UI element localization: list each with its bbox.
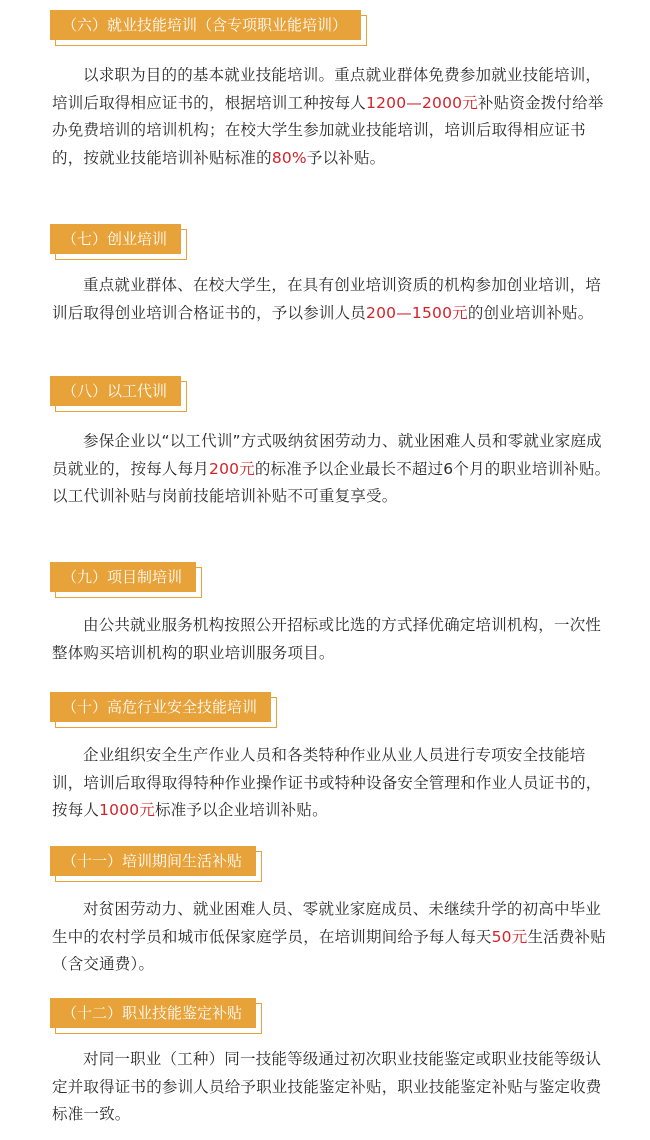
highlight-amount: 50元 (491, 927, 528, 946)
section-paragraph-6 (52, 62, 612, 172)
section-heading-12 (50, 998, 256, 1028)
paragraph-text: 予以补贴。 (306, 148, 386, 167)
heading-label: （十一）培训期间生活补贴 (50, 846, 256, 876)
section-paragraph-11 (52, 896, 612, 979)
section-heading-6 (50, 10, 361, 40)
section-heading-9 (50, 562, 196, 592)
heading-label: （八）以工代训 (50, 376, 181, 406)
paragraph-text: 参保企业以“以工代训”方式吸纳贫困劳动力、就业困难人员和零就业家庭成员就业的，按每人每月 (52, 432, 602, 478)
paragraph-text: 的创业培训补贴。 (467, 303, 594, 322)
heading-label: （六）就业技能培训（含专项职业能培训） (50, 10, 361, 40)
heading-label: （九）项目制培训 (50, 562, 196, 592)
highlight-amount: 200—1500元 (366, 303, 468, 322)
highlight-amount: 80% (271, 148, 307, 167)
paragraph-text: 对贫困劳动力、就业困难人员、零就业家庭成员、未继续升学的初高中毕业生中的农村学员和城市低保家庭学员，在培训期间给予每人每天 (52, 900, 602, 946)
highlight-amount: 1200—2000元 (366, 93, 478, 112)
highlight-amount: 200元 (209, 459, 255, 478)
paragraph-text: 补贴资金拨付给举办免费培训的培训机构；在校大学生参加就业技能培训，培训后取得相应证书的，按就业技能培训补贴标准的 (52, 93, 604, 167)
section-paragraph-8 (52, 428, 612, 511)
section-heading-11 (50, 846, 256, 876)
paragraph-text: 重点就业群体、在校大学生，在具有创业培训资质的机构参加创业培训，培训后取得创业培训合格证书的，予以参训人员 (52, 276, 602, 322)
highlight-amount: 1000元 (99, 801, 156, 819)
section-paragraph-9 (52, 612, 612, 667)
section-paragraph-7 (52, 272, 612, 327)
paragraph-text: 生活费补贴（含交通费）。 (52, 927, 606, 973)
heading-label: （十二）职业技能鉴定补贴 (50, 998, 256, 1028)
section-paragraph-10 (52, 742, 612, 825)
paragraph-text: 由公共就业服务机构按照公开招标或比选的方式择优确定培训机构，一次性整体购买培训机构的职业培训服务项目。 (52, 616, 602, 662)
paragraph-text: 以求职为目的的基本就业技能培训。重点就业群体免费参加就业技能培训，培训后取得相应证书的，根据培训工种按每人 (52, 66, 602, 112)
section-paragraph-12 (52, 1046, 612, 1129)
paragraph-text: 的标准予以企业最长不超过6个月的职业培训补贴。以工代训补贴与岗前技能培训补贴不可重复享受。 (52, 459, 611, 505)
heading-label: （十）高危行业安全技能培训 (50, 692, 271, 722)
section-heading-7 (50, 224, 181, 254)
section-heading-10 (50, 692, 271, 722)
paragraph-text: 对同一职业（工种）同一技能等级通过初次职业技能鉴定或职业技能等级认定并取得证书的参训人员给予职业技能鉴定补贴，职业技能鉴定补贴与鉴定收费标准一致。 (52, 1050, 602, 1123)
heading-label: （七）创业培训 (50, 224, 181, 254)
paragraph-text: 标准予以企业培训补贴。 (155, 801, 328, 819)
section-heading-8 (50, 376, 181, 406)
paragraph-text: 企业组织安全生产作业人员和各类特种作业从业人员进行专项安全技能培训，培训后取得取得特种作业操作证书或特种设备安全管理和作业人员证书的，按每人 (52, 746, 602, 819)
